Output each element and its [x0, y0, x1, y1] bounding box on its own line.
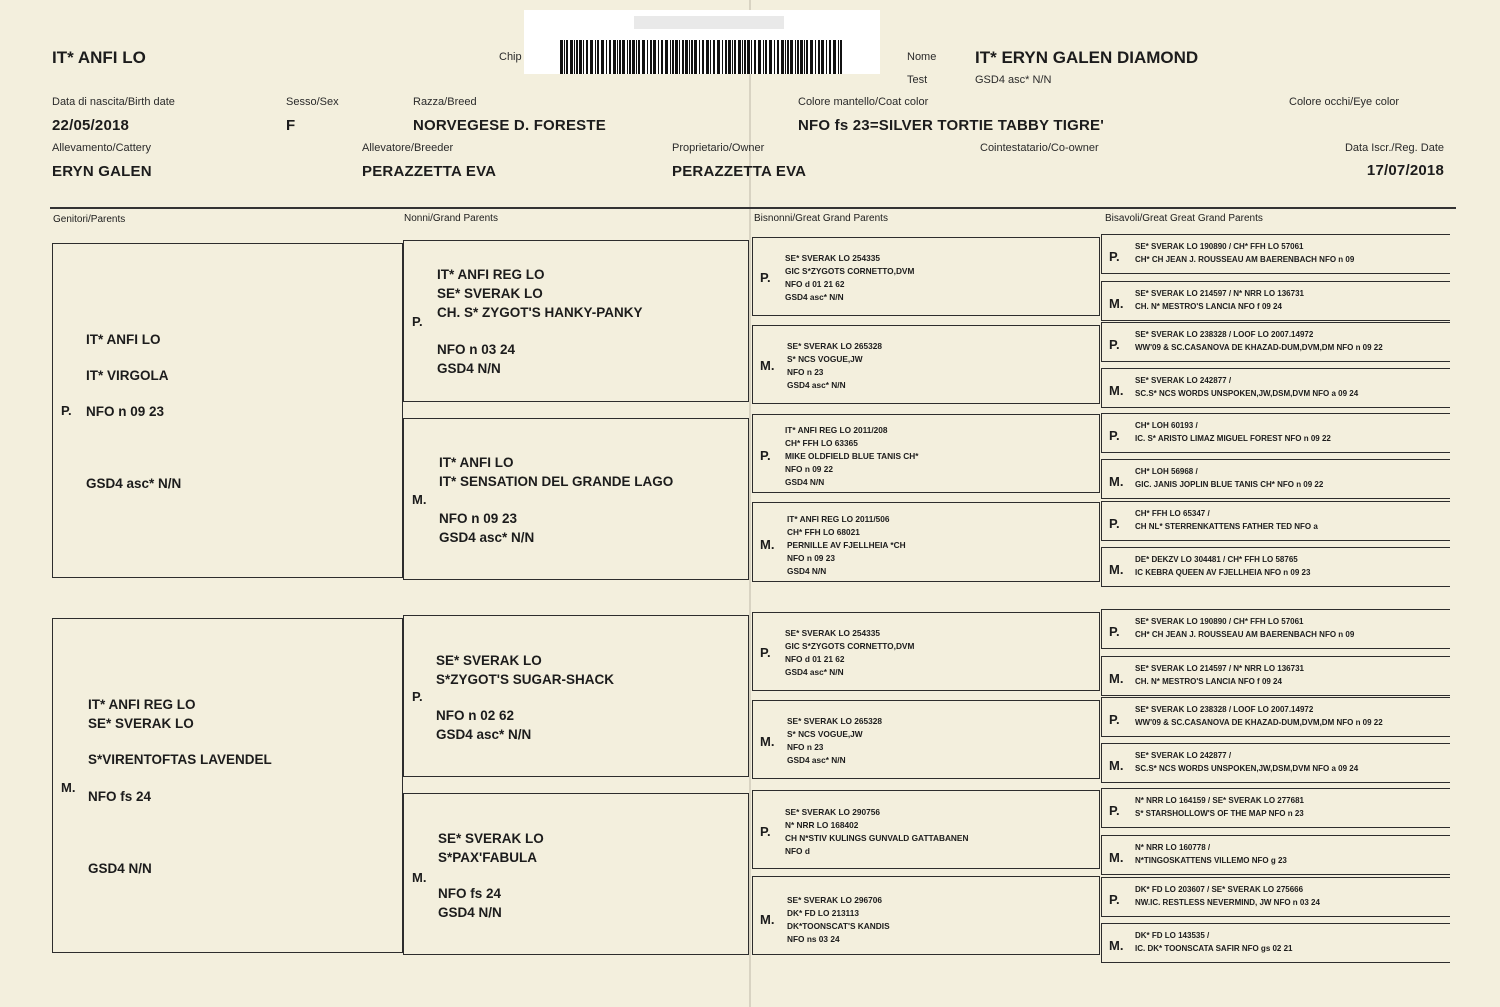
gg-line: CH* LOH 60193 / — [1135, 421, 1198, 430]
great-great-grandparent-box — [1101, 835, 1450, 875]
col-parents-header: Genitori/Parents — [53, 214, 126, 225]
ggp-line: GIC S*ZYGOTS CORNETTO,DVM — [785, 266, 915, 276]
ggp-line: CH* FFH LO 63365 — [785, 438, 858, 448]
nome-value: IT* ERYN GALEN DIAMOND — [975, 48, 1199, 67]
great-great-grandparent-box — [1101, 234, 1450, 274]
gg-line: CH* FFH LO 65347 / — [1135, 509, 1210, 518]
gp-line: IT* ANFI REG LO — [437, 267, 545, 282]
ggp-line: NFO n 23 — [787, 367, 824, 377]
ggp-line: N* NRR LO 168402 — [785, 820, 859, 830]
gg-line: SE* SVERAK LO 242877 / — [1135, 751, 1232, 760]
ggp-marker: M. — [760, 912, 775, 927]
gg-marker: M. — [1109, 758, 1124, 773]
sex-value: F — [286, 117, 296, 134]
gg-line: WW'09 & SC.CASANOVA DE KHAZAD-DUM,DVM,DM NFO n 09 22 — [1135, 343, 1383, 352]
great-great-grandparent-box — [1101, 609, 1450, 649]
gp-line: GSD4 N/N — [438, 905, 502, 920]
ggp-line: GSD4 asc* N/N — [787, 380, 846, 390]
ggp-marker: P. — [760, 645, 771, 660]
gg-line: DK* FD LO 203607 / SE* SVERAK LO 275666 — [1135, 885, 1304, 894]
ggp-line: CH N*STIV KULINGS GUNVALD GATTABANEN — [785, 833, 969, 843]
cat-registry-name: IT* ANFI LO — [52, 48, 146, 67]
ggp-line: S* NCS VOGUE,JW — [787, 354, 863, 364]
dam-line: IT* ANFI REG LO — [88, 697, 196, 712]
gg-line: SE* SVERAK LO 238328 / LOOF LO 2007.14972 — [1135, 705, 1314, 714]
dam-line: GSD4 N/N — [88, 861, 152, 876]
reg-date-label: Data Iscr./Reg. Date — [1344, 142, 1444, 154]
grandparent-box — [403, 615, 749, 777]
cattery-value: ERYN GALEN — [52, 163, 152, 180]
ggp-line: NFO ns 03 24 — [787, 934, 840, 944]
gp-line: NFO n 02 62 — [436, 708, 515, 723]
sex-label: Sesso/Sex — [286, 96, 339, 108]
gg-marker: M. — [1109, 938, 1124, 953]
great-great-grandparent-box — [1101, 547, 1450, 587]
ggp-marker: P. — [760, 448, 771, 463]
breeder-value: PERAZZETTA EVA — [362, 163, 497, 180]
sire-line: GSD4 asc* N/N — [86, 476, 182, 491]
barcode-icon — [524, 10, 880, 74]
gg-line: SE* SVERAK LO 190890 / CH* FFH LO 57061 — [1135, 617, 1304, 626]
sire-line: IT* ANFI LO — [86, 332, 161, 347]
ggp-line: SE* SVERAK LO 265328 — [787, 341, 882, 351]
great-grandparent-box — [752, 237, 1100, 316]
chip-label: Chip — [499, 51, 522, 63]
ggp-line: SE* SVERAK LO 296706 — [787, 895, 882, 905]
grandparent-box — [403, 418, 749, 580]
breeder-label: Allevatore/Breeder — [362, 142, 454, 154]
ggp-line: DK* FD LO 213113 — [787, 908, 859, 918]
dam-line: NFO fs 24 — [88, 789, 152, 804]
gp-line: SE* SVERAK LO — [437, 286, 543, 301]
gg-marker: M. — [1109, 671, 1124, 686]
ggp-marker: P. — [760, 270, 771, 285]
ggp-line: GSD4 asc* N/N — [787, 755, 846, 765]
cattery-label: Allevamento/Cattery — [52, 142, 152, 154]
gg-marker: P. — [1109, 516, 1120, 531]
ggp-marker: M. — [760, 734, 775, 749]
ggp-line: SE* SVERAK LO 290756 — [785, 807, 880, 817]
grandparent-box — [403, 793, 749, 955]
great-great-grandparent-box — [1101, 656, 1450, 696]
ggp-line: GSD4 asc* N/N — [785, 292, 844, 302]
owner-value: PERAZZETTA EVA — [672, 163, 807, 180]
great-grandparent-box — [752, 700, 1100, 779]
owner-label: Proprietario/Owner — [672, 142, 765, 154]
ggp-line: NFO n 23 — [787, 742, 824, 752]
gg-line: DE* DEKZV LO 304481 / CH* FFH LO 58765 — [1135, 555, 1298, 564]
gg-marker: M. — [1109, 562, 1124, 577]
nome-label: Nome — [907, 51, 937, 63]
sire-marker: P. — [61, 403, 72, 418]
birth-date-label: Data di nascita/Birth date — [52, 96, 175, 108]
gg-line: WW'09 & SC.CASANOVA DE KHAZAD-DUM,DVM,DM NFO n 09 22 — [1135, 718, 1383, 727]
ggp-line: CH* FFH LO 68021 — [787, 527, 860, 537]
gp-marker: P. — [412, 689, 423, 704]
ggp-line: IT* ANFI REG LO 2011/506 — [787, 514, 890, 524]
gg-marker: P. — [1109, 337, 1120, 352]
ggp-line: PERNILLE AV FJELLHEIA *CH — [787, 540, 906, 550]
ggp-line: NFO d 01 21 62 — [785, 654, 845, 664]
chip-barcode-label — [524, 10, 880, 74]
gg-marker: P. — [1109, 892, 1120, 907]
coat-color-value: NFO fs 23=SILVER TORTIE TABBY TIGRE' — [798, 117, 1104, 134]
gg-marker: M. — [1109, 850, 1124, 865]
great-great-grandparent-box — [1101, 788, 1450, 828]
gg-line: IC. S* ARISTO LIMAZ MIGUEL FOREST NFO n 09 22 — [1135, 434, 1331, 443]
gg-marker: M. — [1109, 383, 1124, 398]
great-great-grandparent-box — [1101, 281, 1450, 321]
gp-line: SE* SVERAK LO — [436, 653, 542, 668]
breed-value: NORVEGESE D. FORESTE — [413, 117, 606, 134]
col-grandparents-header: Nonni/Grand Parents — [404, 213, 498, 224]
ggp-line: NFO n 09 23 — [787, 553, 835, 563]
dam-line: S*VIRENTOFTAS LAVENDEL — [88, 752, 272, 767]
reg-date-value: 17/07/2018 — [1366, 162, 1444, 179]
great-great-grandparent-box — [1101, 368, 1450, 408]
coat-color-label: Colore mantello/Coat color — [798, 96, 929, 108]
gp-marker: M. — [412, 870, 427, 885]
ggp-line: DK*TOONSCAT'S KANDIS — [787, 921, 890, 931]
parent-dam-box — [52, 618, 403, 953]
birth-date-value: 22/05/2018 — [52, 117, 130, 134]
dam-marker: M. — [61, 780, 76, 795]
eye-color-label: Colore occhi/Eye color — [1289, 96, 1400, 108]
gg-line: IC KEBRA QUEEN AV FJELLHEIA NFO n 09 23 — [1135, 568, 1311, 577]
test-value: GSD4 asc* N/N — [975, 74, 1052, 86]
gp-line: SE* SVERAK LO — [438, 831, 544, 846]
ggp-marker: P. — [760, 824, 771, 839]
gg-line: CH NL* STERRENKATTENS FATHER TED NFO a — [1135, 522, 1318, 531]
gg-marker: P. — [1109, 428, 1120, 443]
gp-marker: P. — [412, 314, 423, 329]
dam-line: SE* SVERAK LO — [88, 716, 194, 731]
ggp-line: GSD4 N/N — [785, 477, 825, 487]
ggp-marker: M. — [760, 358, 775, 373]
gg-line: IC. DK* TOONSCATA SAFIR NFO gs 02 21 — [1135, 944, 1293, 953]
gg-marker: P. — [1109, 624, 1120, 639]
breed-label: Razza/Breed — [413, 96, 477, 108]
col-great-header: Bisnonni/Great Grand Parents — [754, 213, 888, 224]
gg-line: SE* SVERAK LO 214597 / N* NRR LO 136731 — [1135, 664, 1304, 673]
gp-line: NFO fs 24 — [438, 886, 502, 901]
great-great-grandparent-box — [1101, 322, 1450, 362]
gg-line: GIC. JANIS JOPLIN BLUE TANIS CH* NFO n 09 22 — [1135, 480, 1324, 489]
gg-line: SC.S* NCS WORDS UNSPOKEN,JW,DSM,DVM NFO a 09 24 — [1135, 389, 1359, 398]
gp-line: CH. S* ZYGOT'S HANKY-PANKY — [437, 305, 643, 320]
gg-marker: M. — [1109, 296, 1124, 311]
col-greatgreat-header: Bisavoli/Great Great Grand Parents — [1105, 213, 1263, 224]
ggp-line: SE* SVERAK LO 265328 — [787, 716, 882, 726]
gg-line: SE* SVERAK LO 242877 / — [1135, 376, 1232, 385]
great-grandparent-box — [752, 612, 1100, 691]
gg-line: CH. N* MESTRO'S LANCIA NFO f 09 24 — [1135, 302, 1282, 311]
test-label: Test — [907, 74, 928, 86]
co-owner-label: Cointestatario/Co-owner — [980, 142, 1099, 154]
grandparent-box — [403, 240, 749, 402]
great-great-grandparent-box — [1101, 877, 1450, 917]
great-great-grandparent-box — [1101, 413, 1450, 453]
gp-line: GSD4 asc* N/N — [436, 727, 532, 742]
ggp-line: IT* ANFI REG LO 2011/208 — [785, 425, 888, 435]
great-grandparent-box — [752, 414, 1100, 493]
gg-marker: P. — [1109, 249, 1120, 264]
gp-line: S*PAX'FABULA — [438, 850, 537, 865]
gp-marker: M. — [412, 492, 427, 507]
ggp-line: GSD4 N/N — [787, 566, 827, 576]
great-great-grandparent-box — [1101, 743, 1450, 783]
gp-line: IT* ANFI LO — [439, 455, 514, 470]
great-great-grandparent-box — [1101, 501, 1450, 541]
gg-marker: P. — [1109, 712, 1120, 727]
gp-line: NFO n 09 23 — [439, 511, 518, 526]
gp-line: NFO n 03 24 — [437, 342, 516, 357]
gg-line: S* STARSHOLLOW'S OF THE MAP NFO n 23 — [1135, 809, 1304, 818]
gg-line: N* NRR LO 164159 / SE* SVERAK LO 277681 — [1135, 796, 1304, 805]
gp-line: S*ZYGOT'S SUGAR-SHACK — [436, 672, 614, 687]
gg-line: SE* SVERAK LO 190890 / CH* FFH LO 57061 — [1135, 242, 1304, 251]
gg-line: CH. N* MESTRO'S LANCIA NFO f 09 24 — [1135, 677, 1282, 686]
gg-line: SC.S* NCS WORDS UNSPOKEN,JW,DSM,DVM NFO a 09 24 — [1135, 764, 1359, 773]
parent-sire-box — [52, 243, 403, 578]
ggp-line: GSD4 asc* N/N — [785, 667, 844, 677]
gg-line: SE* SVERAK LO 214597 / N* NRR LO 136731 — [1135, 289, 1304, 298]
great-grandparent-box — [752, 502, 1100, 582]
gg-marker: M. — [1109, 474, 1124, 489]
gg-line: N* NRR LO 160778 / — [1135, 843, 1211, 852]
gg-line: CH* LOH 56968 / — [1135, 467, 1198, 476]
ggp-marker: M. — [760, 537, 775, 552]
ggp-line: NFO d 01 21 62 — [785, 279, 845, 289]
ggp-line: NFO d — [785, 846, 810, 856]
gg-marker: P. — [1109, 803, 1120, 818]
gg-line: CH* CH JEAN J. ROUSSEAU AM BAERENBACH NFO n 09 — [1135, 255, 1355, 264]
sire-line: NFO n 09 23 — [86, 404, 165, 419]
ggp-line: SE* SVERAK LO 254335 — [785, 253, 880, 263]
sire-line: IT* VIRGOLA — [86, 368, 169, 383]
great-grandparent-box — [752, 790, 1100, 869]
ggp-line: SE* SVERAK LO 254335 — [785, 628, 880, 638]
great-grandparent-box — [752, 876, 1100, 955]
gg-line: SE* SVERAK LO 238328 / LOOF LO 2007.14972 — [1135, 330, 1314, 339]
great-great-grandparent-box — [1101, 923, 1450, 963]
ggp-line: NFO n 09 22 — [785, 464, 833, 474]
gg-line: N*TINGOSKATTENS VILLEMO NFO g 23 — [1135, 856, 1287, 865]
great-grandparent-box — [752, 325, 1100, 404]
gp-line: GSD4 asc* N/N — [439, 530, 535, 545]
gp-line: IT* SENSATION DEL GRANDE LAGO — [439, 474, 674, 489]
gg-line: CH* CH JEAN J. ROUSSEAU AM BAERENBACH NFO n 09 — [1135, 630, 1355, 639]
header-divider — [50, 207, 1456, 209]
gp-line: GSD4 N/N — [437, 361, 501, 376]
gg-line: DK* FD LO 143535 / — [1135, 931, 1210, 940]
ggp-line: MIKE OLDFIELD BLUE TANIS CH* — [785, 451, 919, 461]
gg-line: NW.IC. RESTLESS NEVERMIND, JW NFO n 03 24 — [1135, 898, 1320, 907]
great-great-grandparent-box — [1101, 697, 1450, 737]
great-great-grandparent-box — [1101, 459, 1450, 499]
ggp-line: GIC S*ZYGOTS CORNETTO,DVM — [785, 641, 915, 651]
ggp-line: S* NCS VOGUE,JW — [787, 729, 863, 739]
